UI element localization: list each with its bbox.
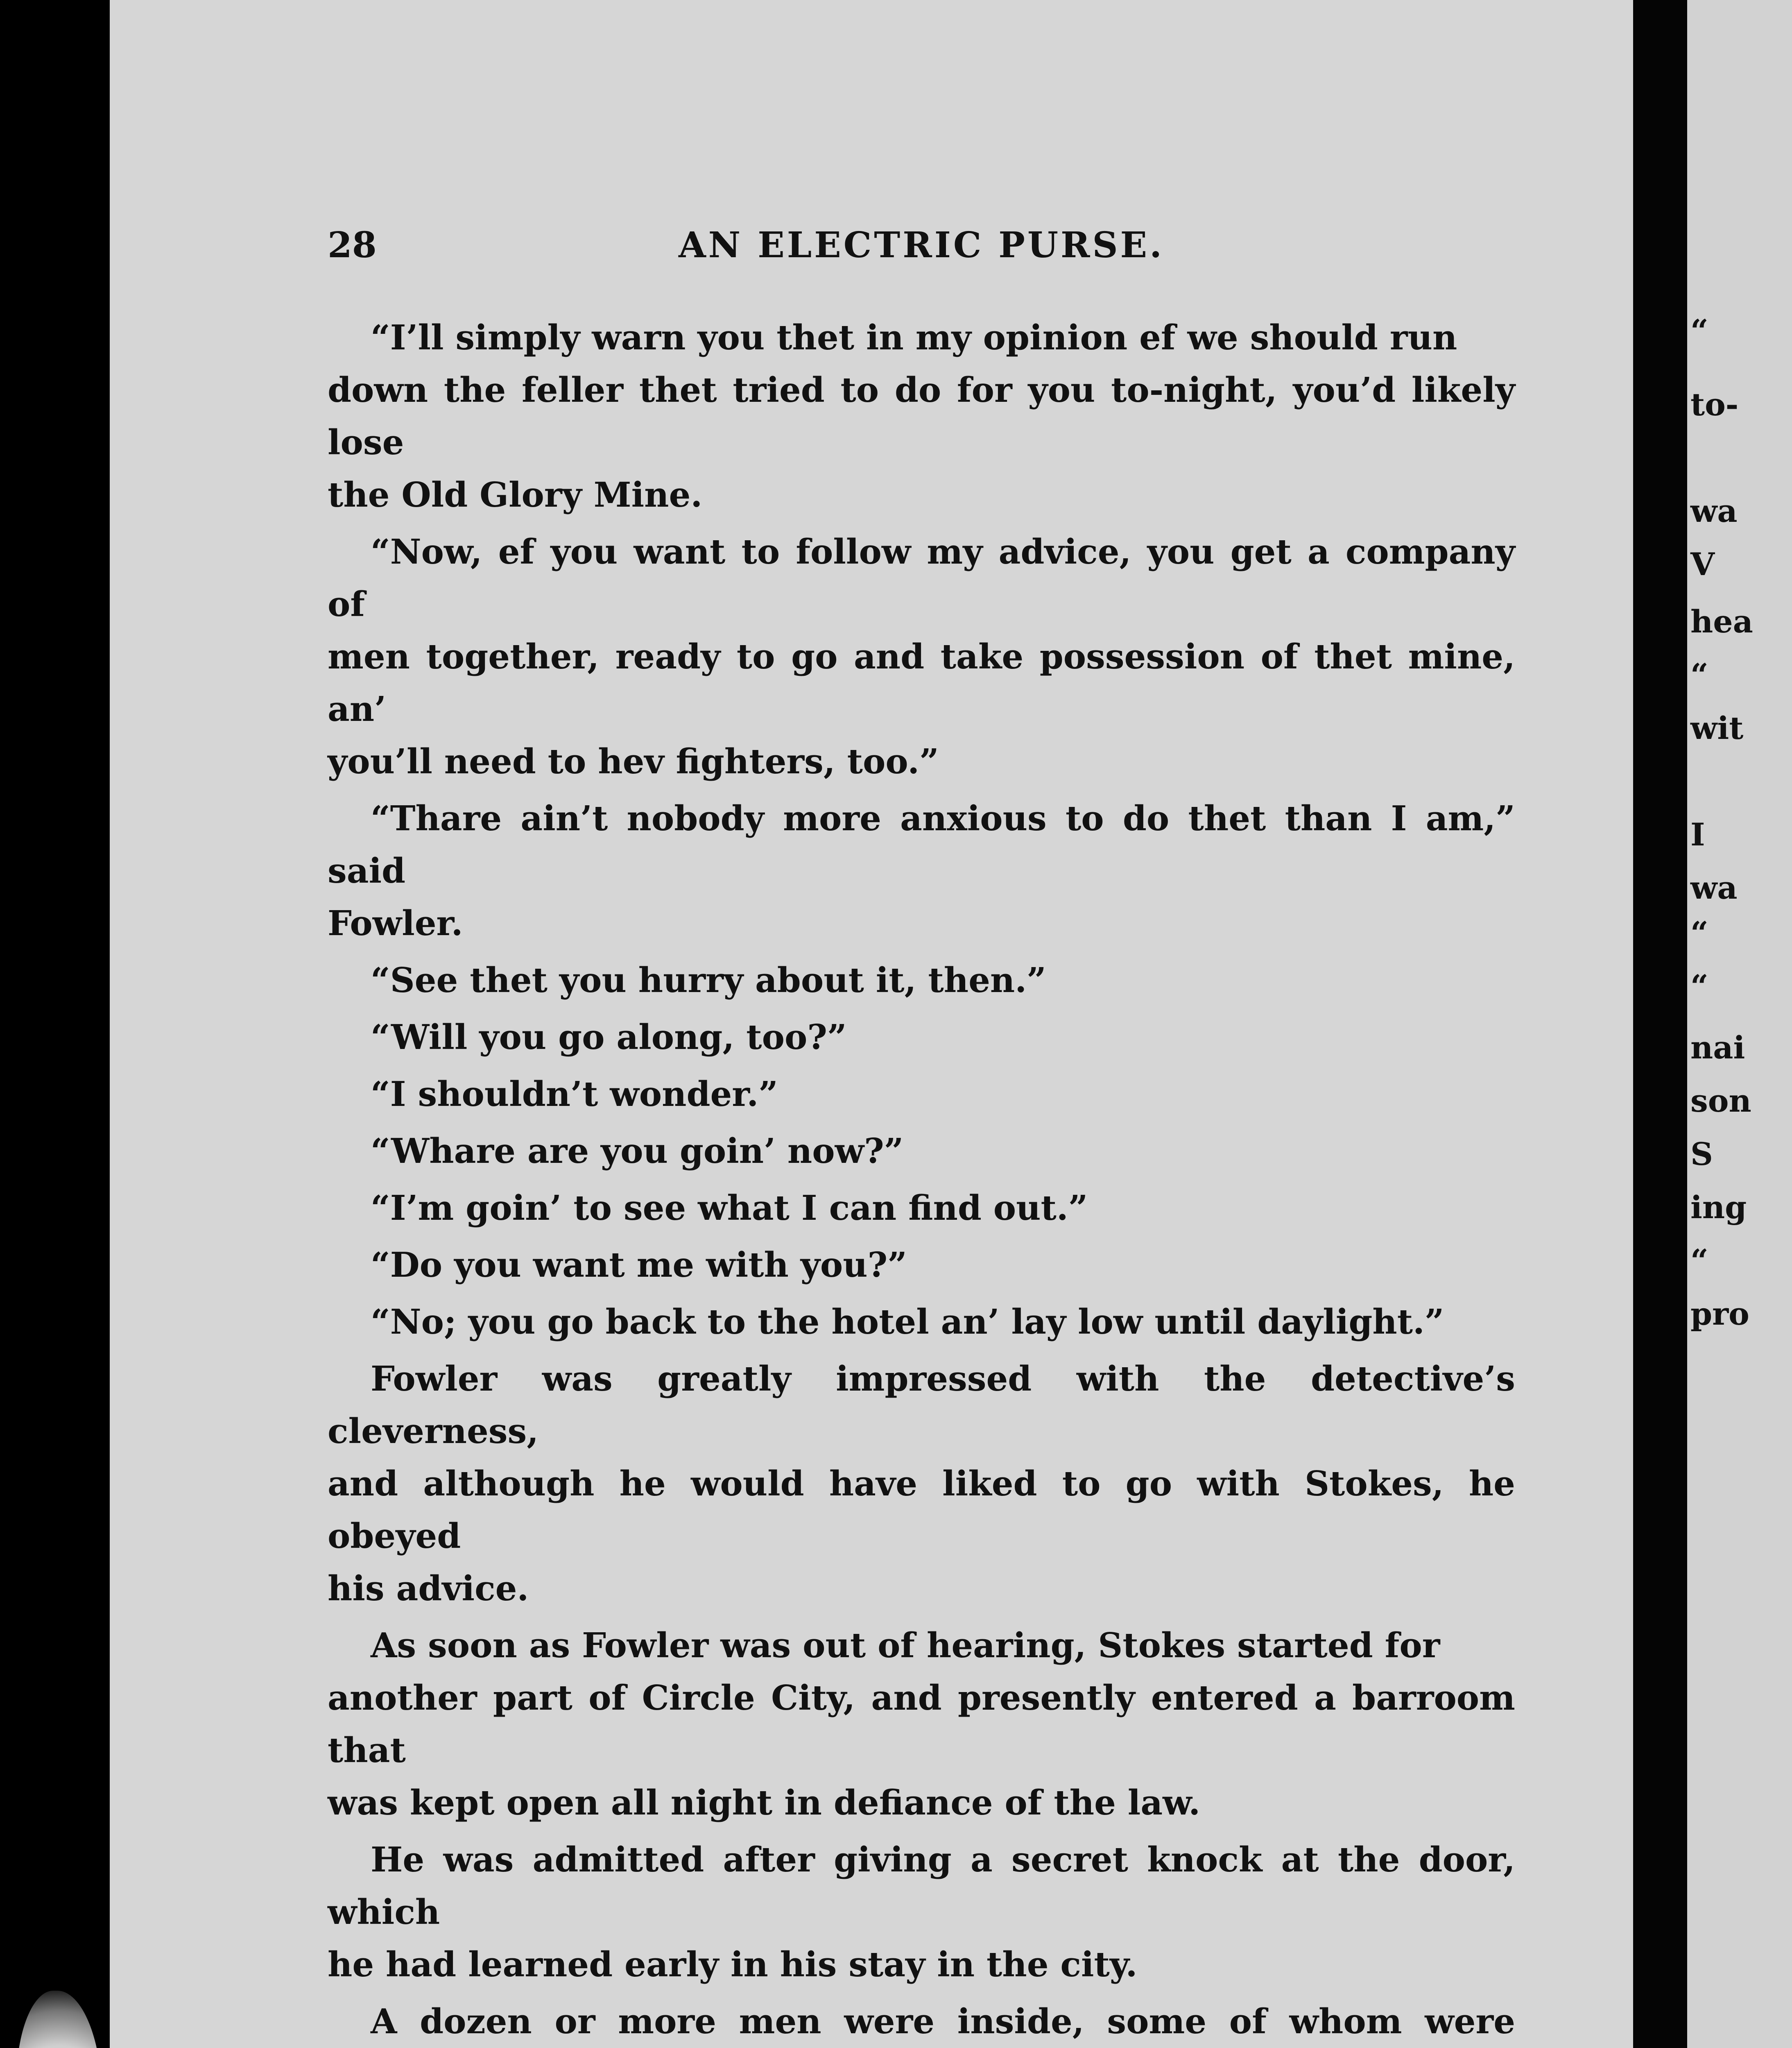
paragraph: Fowler was greatly impressed with the detective’s cleverness, and although he would have liked to go with Stokes, he obeyed his advice. <box>328 1359 1515 1608</box>
page-header <box>328 224 1515 265</box>
adjacent-page-fragment: to- <box>1690 386 1739 423</box>
paragraph: “Thare ain’t nobody more anxious to do thet than I am,” said Fowler. <box>328 798 1515 943</box>
paragraph: “I shouldn’t wonder.” <box>371 1074 778 1114</box>
adjacent-page-fragment: hea <box>1690 603 1753 640</box>
paragraph: “See thet you hurry about it, then.” <box>371 960 1046 1000</box>
adjacent-page-edge <box>1687 0 1792 2048</box>
paragraph: He was admitted after giving a secret knock at the door, which he had learned early in his stay in the city. <box>328 1840 1515 1985</box>
adjacent-page-fragment: “ <box>1690 968 1708 1004</box>
paragraph: “Whare are you goin’ now?” <box>371 1131 904 1171</box>
adjacent-page-fragment: son <box>1690 1083 1751 1119</box>
paragraph: A dozen or more men were inside, some of whom were <box>371 2001 1515 2041</box>
adjacent-page-fragment: pro <box>1690 1296 1749 1332</box>
page-number: 28 <box>328 224 377 266</box>
adjacent-page-fragment: wa <box>1690 493 1738 529</box>
paragraph: “Will you go along, too?” <box>371 1017 847 1057</box>
adjacent-page-fragment: V <box>1690 546 1715 582</box>
paragraph: “I’m goin’ to see what I can find out.” <box>371 1188 1088 1228</box>
adjacent-page-fragment: wit <box>1690 710 1744 746</box>
adjacent-page-fragment: wa <box>1690 870 1738 906</box>
adjacent-page-fragment: S <box>1690 1136 1713 1172</box>
paragraph: “I’ll simply warn you thet in my opinion ef we should run down the feller thet tried to do for you to-night, you’d likely lose the Old Glory Mine. <box>328 317 1515 515</box>
page-body <box>328 311 1515 2048</box>
paragraph: “No; you go back to the hotel an’ lay low until daylight.” <box>371 1302 1444 1342</box>
adjacent-page-fragment: “ <box>1690 1242 1708 1279</box>
adjacent-page-fragment: ing <box>1690 1189 1747 1226</box>
adjacent-page-fragment: “ <box>1690 657 1708 693</box>
running-title: AN ELECTRIC PURSE. <box>678 224 1165 266</box>
adjacent-page-fragment: “ <box>1690 313 1708 349</box>
paragraph: “Now, ef you want to follow my advice, you get a company of men together, ready to go and take possession of thet mine, an’ you’ll need to hev fighters, too.” <box>328 532 1515 782</box>
page-gutter <box>1633 0 1687 2048</box>
paragraph: “Do you want me with you?” <box>371 1245 907 1285</box>
adjacent-page-fragment: nai <box>1690 1029 1745 1066</box>
paragraph: As soon as Fowler was out of hearing, Stokes started for another part of Circle City, and presently entered a barroom that was kept open all night in defiance of the law. <box>328 1625 1515 1823</box>
paper-damage-mark <box>16 1991 102 2048</box>
adjacent-page-fragment: “ <box>1690 915 1708 951</box>
adjacent-page-fragment: I <box>1690 816 1705 853</box>
